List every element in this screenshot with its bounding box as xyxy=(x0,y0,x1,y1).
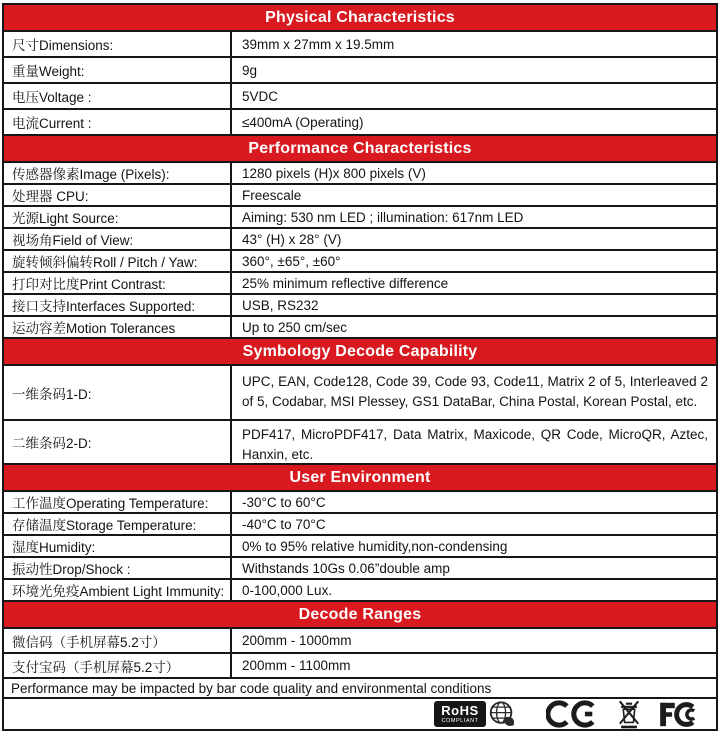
spec-value: 9g xyxy=(242,62,258,78)
spec-row xyxy=(4,421,716,465)
spec-label: 支付宝码（手机屏幕5.2寸） xyxy=(4,654,232,677)
spec-row xyxy=(4,536,716,558)
spec-label: 电流Current : xyxy=(4,110,232,134)
spec-value: 200mm - 1100mm xyxy=(242,658,351,673)
certification-strip xyxy=(4,699,716,729)
spec-label: 视场角Field of View: xyxy=(4,229,232,249)
spec-label: 尺寸Dimensions: xyxy=(4,32,232,56)
spec-label: 处理器 CPU: xyxy=(4,185,232,205)
spec-row xyxy=(4,273,716,295)
spec-value: -30°C to 60°C xyxy=(242,494,326,510)
spec-label: 运动容差Motion Tolerances xyxy=(4,317,232,337)
spec-label: 一维条码1-D: xyxy=(4,366,232,419)
spec-value: Withstands 10Gs 0.06”double amp xyxy=(242,560,450,576)
spec-value: 25% minimum reflective difference xyxy=(242,275,449,291)
spec-row xyxy=(4,58,716,84)
spec-row xyxy=(4,207,716,229)
spec-value: 360°, ±65°, ±60° xyxy=(242,253,341,269)
section-user-environment xyxy=(4,465,716,602)
fcc-mark-icon xyxy=(658,701,706,728)
spec-label: 旋转倾斜偏转Roll / Pitch / Yaw: xyxy=(4,251,232,271)
spec-value: UPC, EAN, Code128, Code 39, Code 93, Code11, Matrix 2 of 5, Interleaved 2 of 5, Codabar, MSI Plessey, GS1 DataBar, China Postal, Korean Postal, etc. xyxy=(242,374,708,409)
footnote: Performance may be impacted by bar code quality and environmental conditions xyxy=(4,679,716,699)
rohs-compliant-badge xyxy=(434,701,486,727)
spec-value: 39mm x 27mm x 19.5mm xyxy=(242,36,395,52)
spec-row xyxy=(4,654,716,679)
weee-bin-icon xyxy=(618,700,640,729)
spec-row xyxy=(4,229,716,251)
spec-label: 传感器像素Image (Pixels): xyxy=(4,163,232,183)
spec-row xyxy=(4,32,716,58)
spec-row xyxy=(4,558,716,580)
section-header-decode-ranges: Decode Ranges xyxy=(4,602,716,629)
spec-label: 环境光免疫Ambient Light Immunity: xyxy=(4,580,232,600)
spec-label: 湿度Humidity: xyxy=(4,536,232,556)
spec-value: 43° (H) x 28° (V) xyxy=(242,231,342,247)
section-physical-characteristics xyxy=(4,5,716,136)
spec-label: 打印对比度Print Contrast: xyxy=(4,273,232,293)
spec-row xyxy=(4,163,716,185)
spec-sheet xyxy=(2,3,718,731)
section-symbology-decode-capability xyxy=(4,339,716,465)
spec-value: 5VDC xyxy=(242,88,279,104)
spec-label: 工作温度Operating Temperature: xyxy=(4,492,232,512)
spec-row xyxy=(4,317,716,339)
section-header-symbology-decode-capability: Symbology Decode Capability xyxy=(4,339,716,366)
spec-value: -40°C to 70°C xyxy=(242,516,326,532)
spec-value: 0% to 95% relative humidity,non-condensing xyxy=(242,538,508,554)
spec-label: 存储温度Storage Temperature: xyxy=(4,514,232,534)
section-header-performance-characteristics: Performance Characteristics xyxy=(4,136,716,163)
spec-label: 二维条码2-D: xyxy=(4,421,232,463)
spec-label: 振动性Drop/Shock : xyxy=(4,558,232,578)
spec-value: Aiming: 530 nm LED ; illumination: 617nm LED xyxy=(242,209,524,225)
spec-row xyxy=(4,580,716,602)
spec-value: USB, RS232 xyxy=(242,297,319,313)
spec-row xyxy=(4,629,716,654)
spec-value: Up to 250 cm/sec xyxy=(242,319,348,335)
spec-value: 1280 pixels (H)x 800 pixels (V) xyxy=(242,165,426,181)
spec-label: 光源Light Source: xyxy=(4,207,232,227)
spec-value: PDF417, MicroPDF417, Data Matrix, Maxicode, QR Code, MicroQR, Aztec, Hanxin, etc. xyxy=(242,427,708,462)
section-header-user-environment: User Environment xyxy=(4,465,716,492)
ce-mark-icon xyxy=(546,700,596,728)
spec-row xyxy=(4,366,716,421)
rohs-badge-label: RoHS xyxy=(441,703,479,718)
spec-label: 接口支持Interfaces Supported: xyxy=(4,295,232,315)
spec-label: 重量Weight: xyxy=(4,58,232,82)
spec-row xyxy=(4,185,716,207)
spec-row xyxy=(4,84,716,110)
spec-row xyxy=(4,492,716,514)
spec-value: ≤400mA (Operating) xyxy=(242,114,364,130)
spec-value: 200mm - 1000mm xyxy=(242,633,352,648)
eco-globe-icon xyxy=(488,700,516,728)
spec-label: 微信码（手机屏幕5.2寸） xyxy=(4,629,232,652)
spec-row xyxy=(4,514,716,536)
section-decode-ranges xyxy=(4,602,716,679)
rohs-badge-sublabel: COMPLIANT xyxy=(441,717,479,724)
section-performance-characteristics xyxy=(4,136,716,339)
spec-row xyxy=(4,251,716,273)
spec-row xyxy=(4,110,716,136)
spec-value: Freescale xyxy=(242,187,302,203)
section-header-physical-characteristics: Physical Characteristics xyxy=(4,5,716,32)
spec-row xyxy=(4,295,716,317)
spec-label: 电压Voltage : xyxy=(4,84,232,108)
spec-value: 0-100,000 Lux. xyxy=(242,582,333,598)
